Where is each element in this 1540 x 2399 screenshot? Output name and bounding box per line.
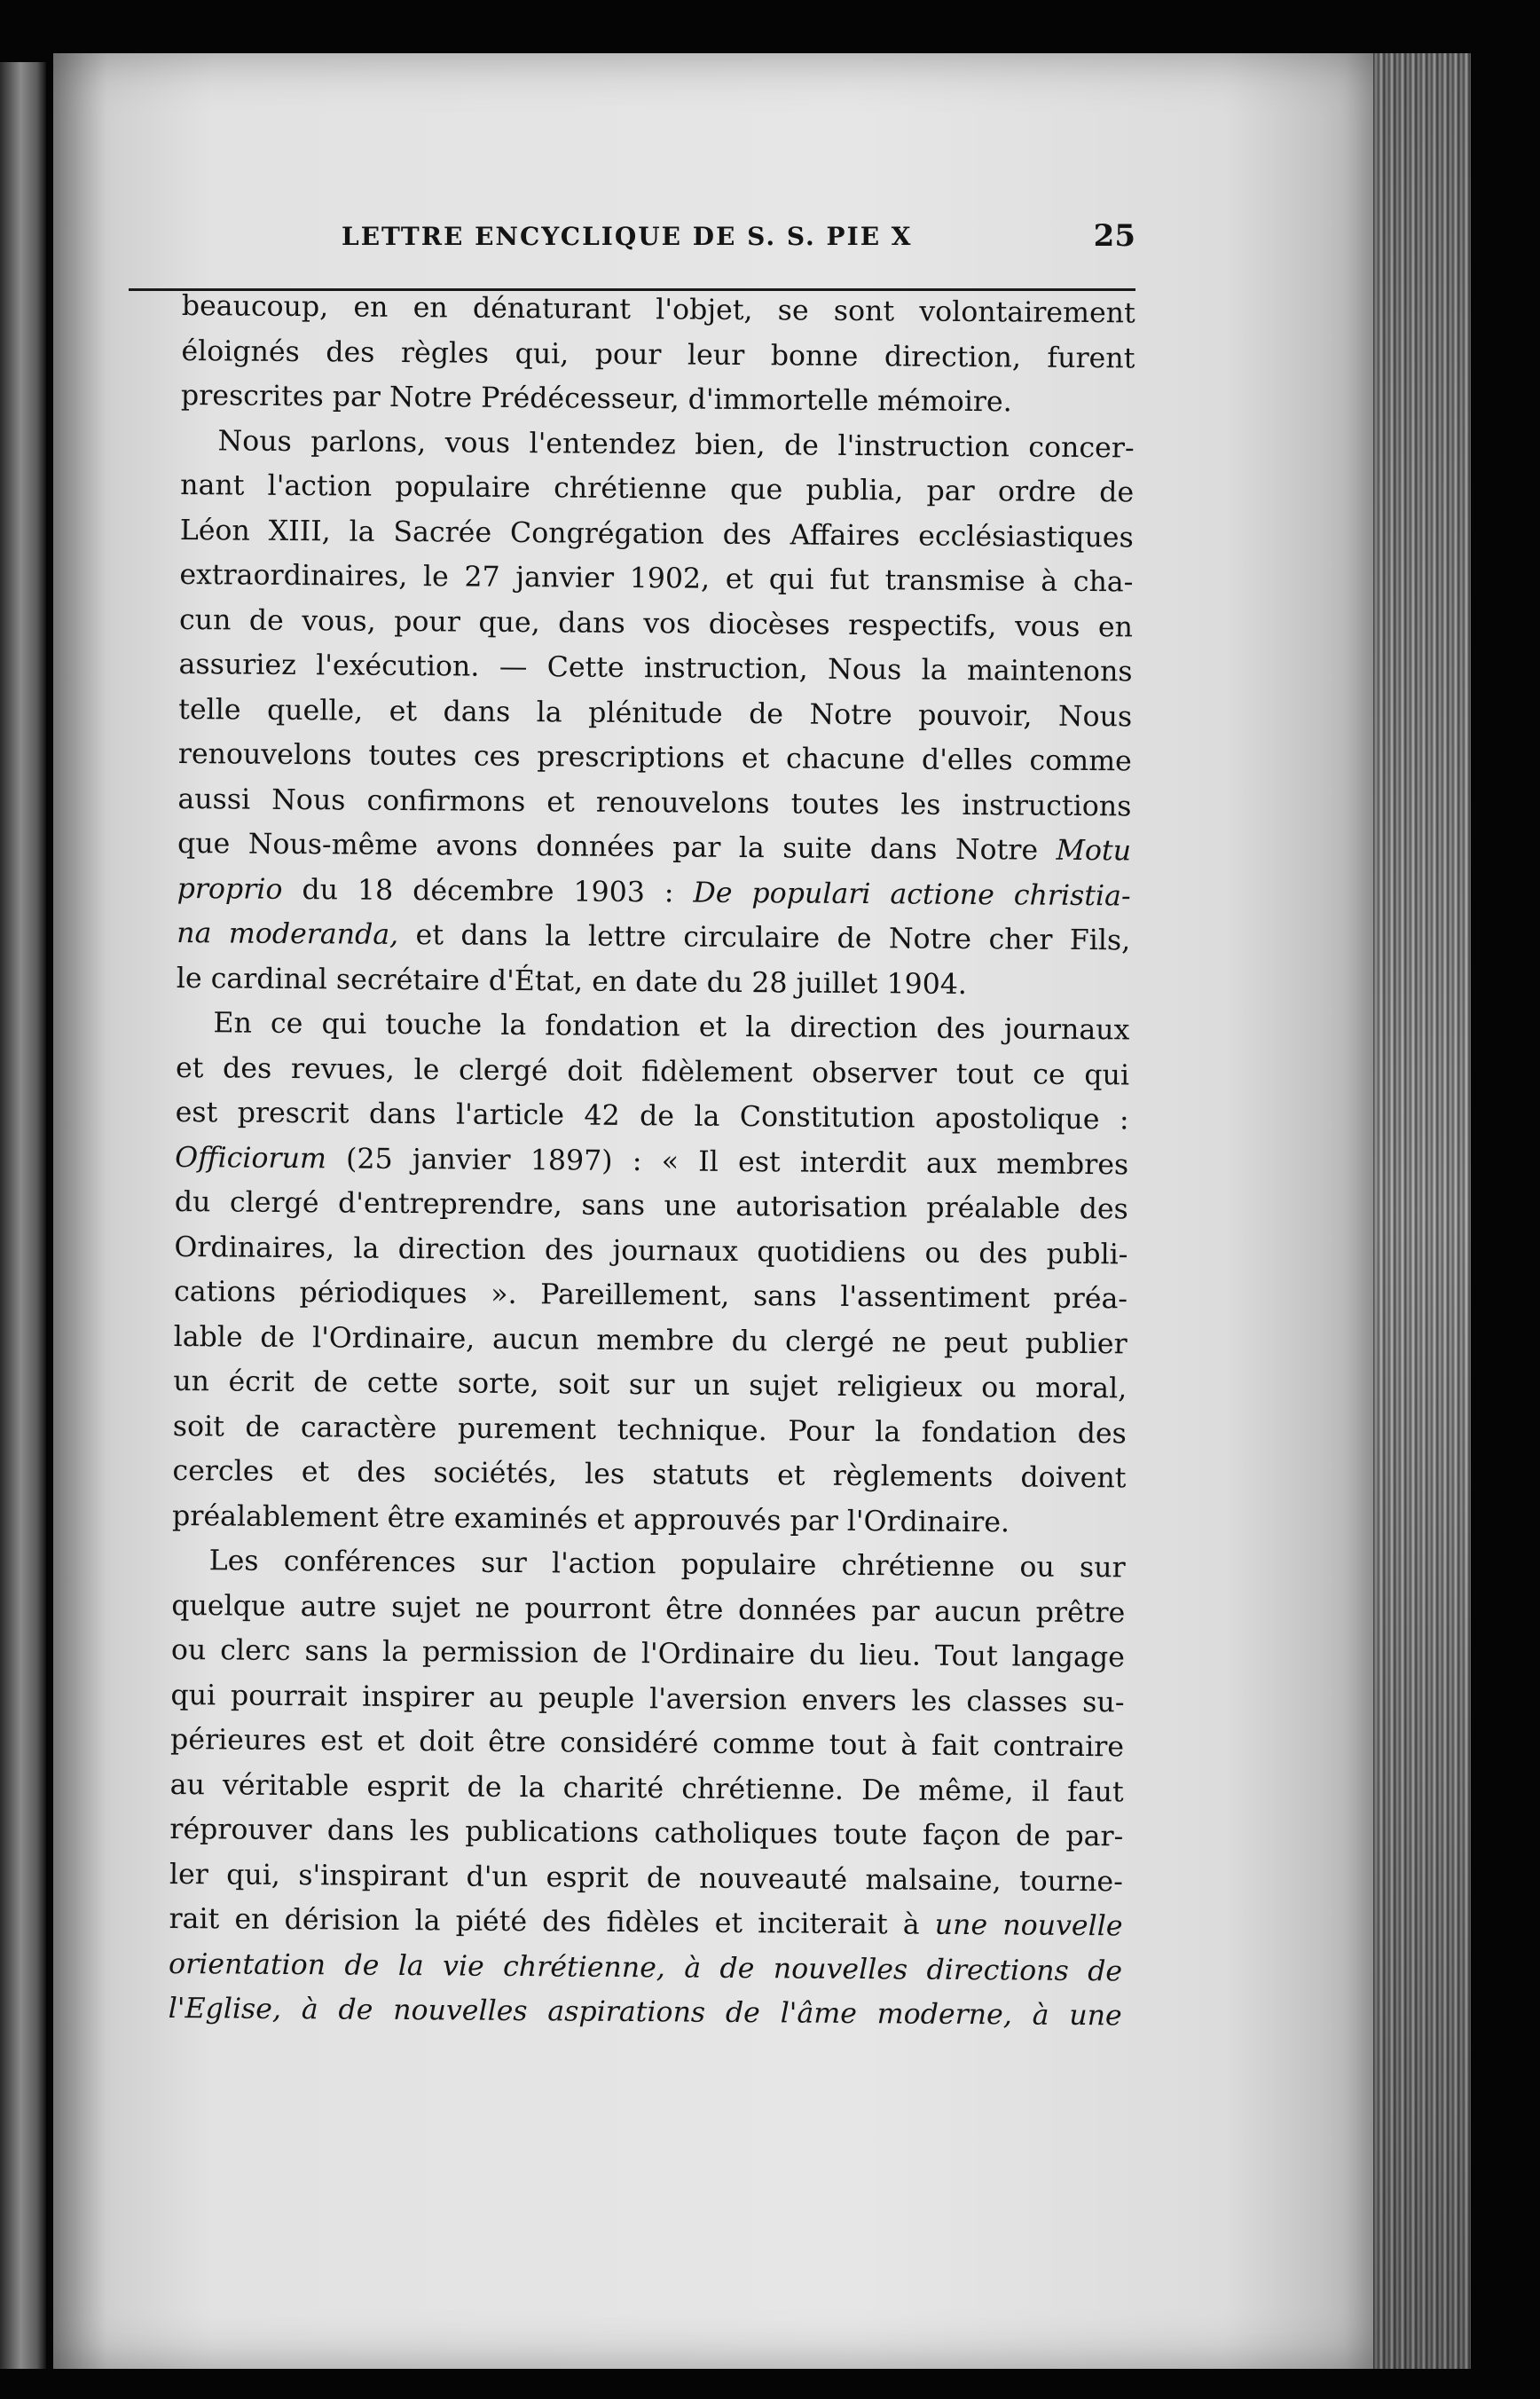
text-line: quelque autre sujet ne pourront être données par aucun prêtre xyxy=(171,1589,1126,1629)
text-line: l'Eglise, à de nouvelles aspirations de l'âme moderne, à une xyxy=(168,1992,1122,2033)
italic-segment: De populari actione christia- xyxy=(693,877,1131,912)
left-page-edge xyxy=(0,62,46,2369)
text-segment: du 18 décembre 1903 : xyxy=(282,873,694,909)
italic-segment: une nouvelle xyxy=(934,1908,1123,1943)
text-line: cun de vous, pour que, dans vos diocèses respectifs, vous en xyxy=(178,603,1134,643)
text-line xyxy=(175,1135,1128,1187)
text-segment: que Nous-même avons données par la suite dans Notre xyxy=(177,827,1057,867)
text-line: beaucoup, en en dénaturant l'objet, se sont volontairement xyxy=(181,289,1135,330)
running-title: LETTRE ENCYCLIQUE DE S. S. PIE X xyxy=(342,222,913,251)
text-segment: (25 janvier 1897) : « Il est interdit aux membres xyxy=(326,1142,1129,1181)
text-line: qui pourrait inspirer au peuple l'aversion envers les classes su- xyxy=(170,1679,1125,1719)
text-line xyxy=(177,866,1130,918)
text-line xyxy=(177,822,1131,874)
text-line: aussi Nous confirmons et renouvelons toutes les instructions xyxy=(177,783,1132,822)
text-line: Les conférences sur l'action populaire chrétienne ou sur xyxy=(208,1545,1126,1585)
text-segment: et dans la lettre circulaire de Notre cher Fils, xyxy=(398,918,1131,957)
text-line: du clergé d'entreprendre, sans une autorisation préalable des xyxy=(174,1185,1128,1226)
body-text xyxy=(169,284,1135,2039)
text-line xyxy=(169,1897,1122,1949)
page-number: 25 xyxy=(1093,218,1135,254)
text-line: le cardinal secrétaire d'État, en date du 28 juillet 1904. xyxy=(176,962,968,1001)
text-line: au véritable esprit de la charité chrétienne. De même, il faut xyxy=(169,1768,1124,1808)
text-line: soit de caractère purement technique. Pour la fondation des xyxy=(172,1410,1127,1450)
text-line: et des revues, le clergé doit fidèlement observer tout ce qui xyxy=(175,1051,1130,1091)
text-line: ler qui, s'inspirant d'un esprit de nouveauté malsaine, tourne- xyxy=(169,1858,1124,1898)
text-line: préalablement être examinés et approuvés par l'Ordinaire. xyxy=(171,1499,1010,1538)
text-line: extraordinaires, le 27 janvier 1902, et qui fut transmise à cha- xyxy=(179,558,1134,599)
text-line: Léon XIII, la Sacrée Congrégation des Affaires ecclésiastiques xyxy=(179,514,1134,554)
italic-segment: proprio xyxy=(177,872,283,906)
text-line: lable de l'Ordinaire, aucun membre du clergé ne peut publier xyxy=(173,1320,1128,1360)
text-line: réprouver dans les publications catholiques toute façon de par- xyxy=(169,1813,1124,1853)
italic-segment: Motu xyxy=(1056,834,1132,868)
text-line: Ordinaires, la direction des journaux quotidiens ou des publi- xyxy=(174,1231,1128,1270)
text-line: nant l'action populaire chrétienne que publia, par ordre de xyxy=(180,468,1135,509)
text-line: est prescrit dans l'article 42 de la Constitution apostolique : xyxy=(175,1096,1129,1137)
text-line: assuriez l'exécution. — Cette instruction, Nous la maintenons xyxy=(178,648,1133,688)
italic-segment: na moderanda, xyxy=(177,916,399,951)
text-line xyxy=(177,911,1130,964)
text-line: renouvelons toutes ces prescriptions et chacune d'elles comme xyxy=(177,737,1132,778)
text-line: telle quelle, et dans la plénitude de Notre pouvoir, Nous xyxy=(178,693,1133,733)
text-line: cations périodiques ». Pareillement, sans l'assentiment préa- xyxy=(173,1275,1128,1316)
text-line: orientation de la vie chrétienne, à de nouvelles directions de xyxy=(168,1947,1123,1987)
text-line: En ce qui touche la fondation et la direction des journaux xyxy=(213,1007,1130,1047)
text-line: ou clerc sans la permission de l'Ordinaire du lieu. Tout langage xyxy=(170,1633,1126,1674)
text-line: périeures est et doit être considéré comme tout à fait contraire xyxy=(169,1723,1125,1764)
text-line: Nous parlons, vous l'entendez bien, de l'instruction concer- xyxy=(217,424,1135,464)
page-header xyxy=(342,218,1135,284)
text-line: cercles et des sociétés, les statuts et règlements doivent xyxy=(172,1454,1127,1495)
text-segment: rait en dérision la piété des fidèles et inciterait à xyxy=(169,1902,935,1941)
text-line: prescrites par Notre Prédécesseur, d'immortelle mémoire. xyxy=(180,379,1012,419)
text-line: éloignés des règles qui, pour leur bonne direction, furent xyxy=(181,334,1135,374)
page-stack-edge xyxy=(1373,53,1471,2369)
italic-segment: Officiorum xyxy=(175,1141,327,1175)
text-line: un écrit de cette sorte, soit sur un sujet religieux ou moral, xyxy=(173,1365,1128,1405)
